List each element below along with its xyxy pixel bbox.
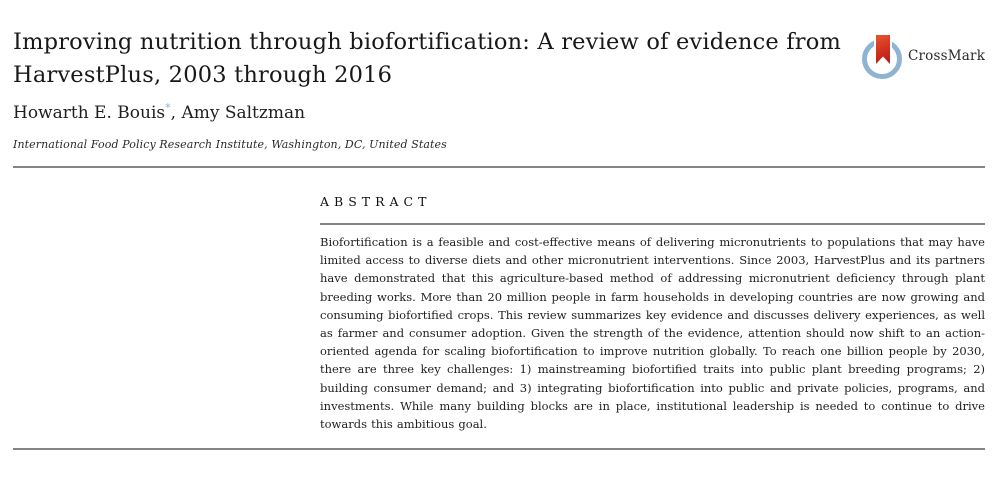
affiliation: International Food Policy Research Institute, Washington, DC, United States <box>13 138 447 151</box>
abstract-heading: ABSTRACT <box>320 194 432 209</box>
abstract-section <box>320 168 985 433</box>
abstract-text: Biofortification is a feasible and cost-effective means of delivering micronutrients to populations that may have limited access to diverse diets and other micronutrient interventions. Since 2003, HarvestPlus and its partners have demonstrated that this agriculture-based method of addressing micronutrient deficiency through plant breeding works. More than 20 million people in farm households in developing countries are now growing and consuming biofortified crops. This review summarizes key evidence and discusses delivery experiences, as well as farmer and consumer adoption. Given the strength of the evidence, attention should now shift to an action-oriented agenda for scaling biofortification to improve nutrition globally. To reach one billion people by 2030, there are three key challenges: 1) mainstreaming biofortified traits into public plant breeding programs; 2) building consumer demand; and 3) integrating biofortification into public and private policies, programs, and investments. While many building blocks are in place, institutional leadership is needed to continue to drive towards this ambitious goal. <box>320 235 985 432</box>
footer-divider <box>13 448 985 450</box>
article-title: Improving nutrition through biofortification: A review of evidence from HarvestPlus, 2003 through 2016 <box>13 29 842 88</box>
author-name-1: Howarth E. Bouis <box>13 103 166 123</box>
crossmark-badge[interactable] <box>862 34 986 78</box>
crossmark-logo-icon <box>862 34 903 78</box>
author-name-2: Amy Saltzman <box>181 103 306 123</box>
corresponding-author-asterisk[interactable]: * <box>165 101 171 115</box>
author-separator: , <box>170 103 182 123</box>
crossmark-label: CrossMark <box>908 48 986 64</box>
abstract-divider <box>320 223 985 225</box>
author-line <box>13 103 985 123</box>
